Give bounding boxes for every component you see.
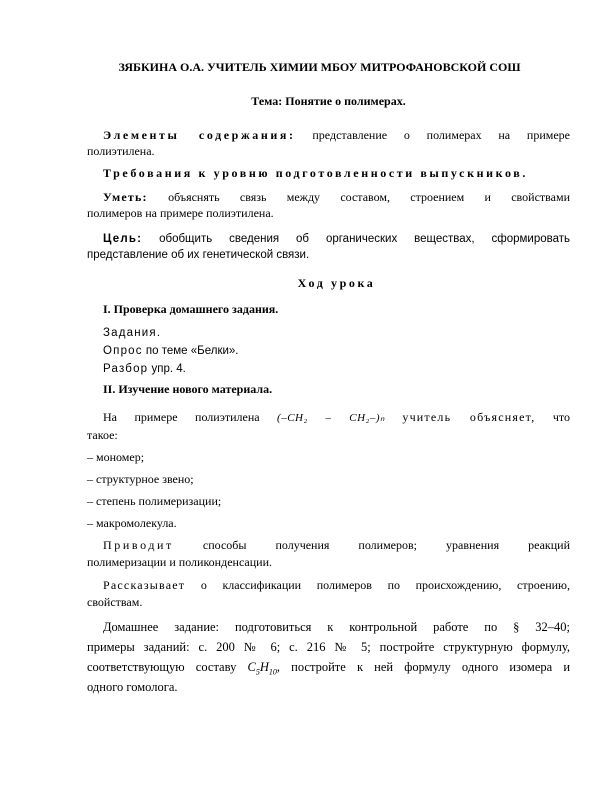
intro-line2: такое: bbox=[87, 428, 118, 442]
tells-line2: свойствам. bbox=[87, 595, 143, 609]
brings-line2: полимеризации и поликонденсации. bbox=[87, 555, 273, 569]
analysis-text: упр. 4. bbox=[151, 363, 186, 375]
lesson-heading: Ход урока bbox=[297, 276, 376, 290]
elements-paragraph-line2: полиэтилена. bbox=[87, 144, 155, 158]
requirements-heading: Требования к уровню подготовленности выпускников. bbox=[103, 166, 528, 180]
skills-paragraph-line1 bbox=[87, 190, 570, 205]
goal-text: обобщить сведения об органических веществах, сформировать bbox=[159, 233, 570, 245]
brings-label: Приводит bbox=[103, 538, 174, 552]
survey-line bbox=[103, 344, 238, 359]
homework-text3-start: соответствующую составу bbox=[87, 660, 237, 674]
survey-text: по теме «Белки». bbox=[145, 345, 239, 357]
goal-label: Цель: bbox=[103, 233, 143, 245]
list-item-polymerization-degree: – степень полимеризации; bbox=[87, 494, 222, 508]
goal-paragraph-line1 bbox=[87, 232, 570, 247]
brings-line1 bbox=[87, 538, 570, 553]
intro-line1 bbox=[87, 410, 570, 426]
intro-end: что bbox=[552, 410, 570, 424]
skills-text: объяснять связь между составом, строением и свойствами bbox=[168, 190, 570, 204]
homework-line1 bbox=[87, 620, 570, 635]
intro-start: На примере полиэтилена bbox=[103, 410, 260, 424]
elements-text: представление о полимерах на примере bbox=[312, 128, 570, 142]
topic-title: Тема: Понятие о полимерах. bbox=[251, 94, 406, 108]
tasks-label: Задания. bbox=[103, 327, 162, 339]
elements-paragraph-line1 bbox=[87, 128, 570, 143]
polyethylene-formula: (–CH₂ – CH₂–)ₙ bbox=[277, 412, 385, 424]
author-header: ЗЯБКИНА О.А. УЧИТЕЛЬ ХИМИИ МБОУ МИТРОФАНОВСКОЙ СОШ bbox=[118, 60, 521, 74]
tells-text: о классификации полимеров по происхождению, строению, bbox=[200, 578, 571, 592]
list-item-monomer: – мономер; bbox=[87, 450, 145, 464]
list-item-macromolecule: – макромолекула. bbox=[87, 516, 177, 530]
list-item-structural-unit: – структурное звено; bbox=[87, 472, 194, 486]
elements-label: Элементы содержания: bbox=[103, 128, 296, 142]
tells-line1 bbox=[87, 578, 570, 593]
homework-text3-end: , постройте к ней формулу одного изомера и bbox=[276, 660, 571, 674]
analysis-line bbox=[103, 362, 186, 377]
skills-label: Уметь: bbox=[103, 190, 148, 204]
analysis-label: Разбор bbox=[103, 363, 149, 375]
c5h10-formula: $C_5H_{10}$ bbox=[247, 660, 277, 677]
survey-label: Опрос bbox=[103, 345, 143, 357]
brings-text: способы получения полимеров; уравнения реакций bbox=[202, 538, 571, 552]
tells-label: Рассказывает bbox=[103, 578, 186, 592]
goal-paragraph-line2: представление об их генетической связи. bbox=[87, 249, 310, 261]
skills-paragraph-line2: полимеров на примере полиэтилена. bbox=[87, 206, 274, 220]
section2-heading: II. Изучение нового материала. bbox=[103, 382, 273, 396]
section1-heading: I. Проверка домашнего задания. bbox=[103, 302, 279, 316]
homework-line4: одного гомолога. bbox=[87, 680, 178, 694]
homework-line2: примеры заданий: с. 200 № 6; с. 216 № 5; постройте структурную формулу, bbox=[87, 640, 570, 654]
homework-line3 bbox=[87, 660, 570, 675]
homework-text1: Домашнее задание: подготовиться к контрольной работе по § 32–40; bbox=[103, 620, 570, 634]
intro-verb: учитель объясняет, bbox=[402, 410, 536, 424]
